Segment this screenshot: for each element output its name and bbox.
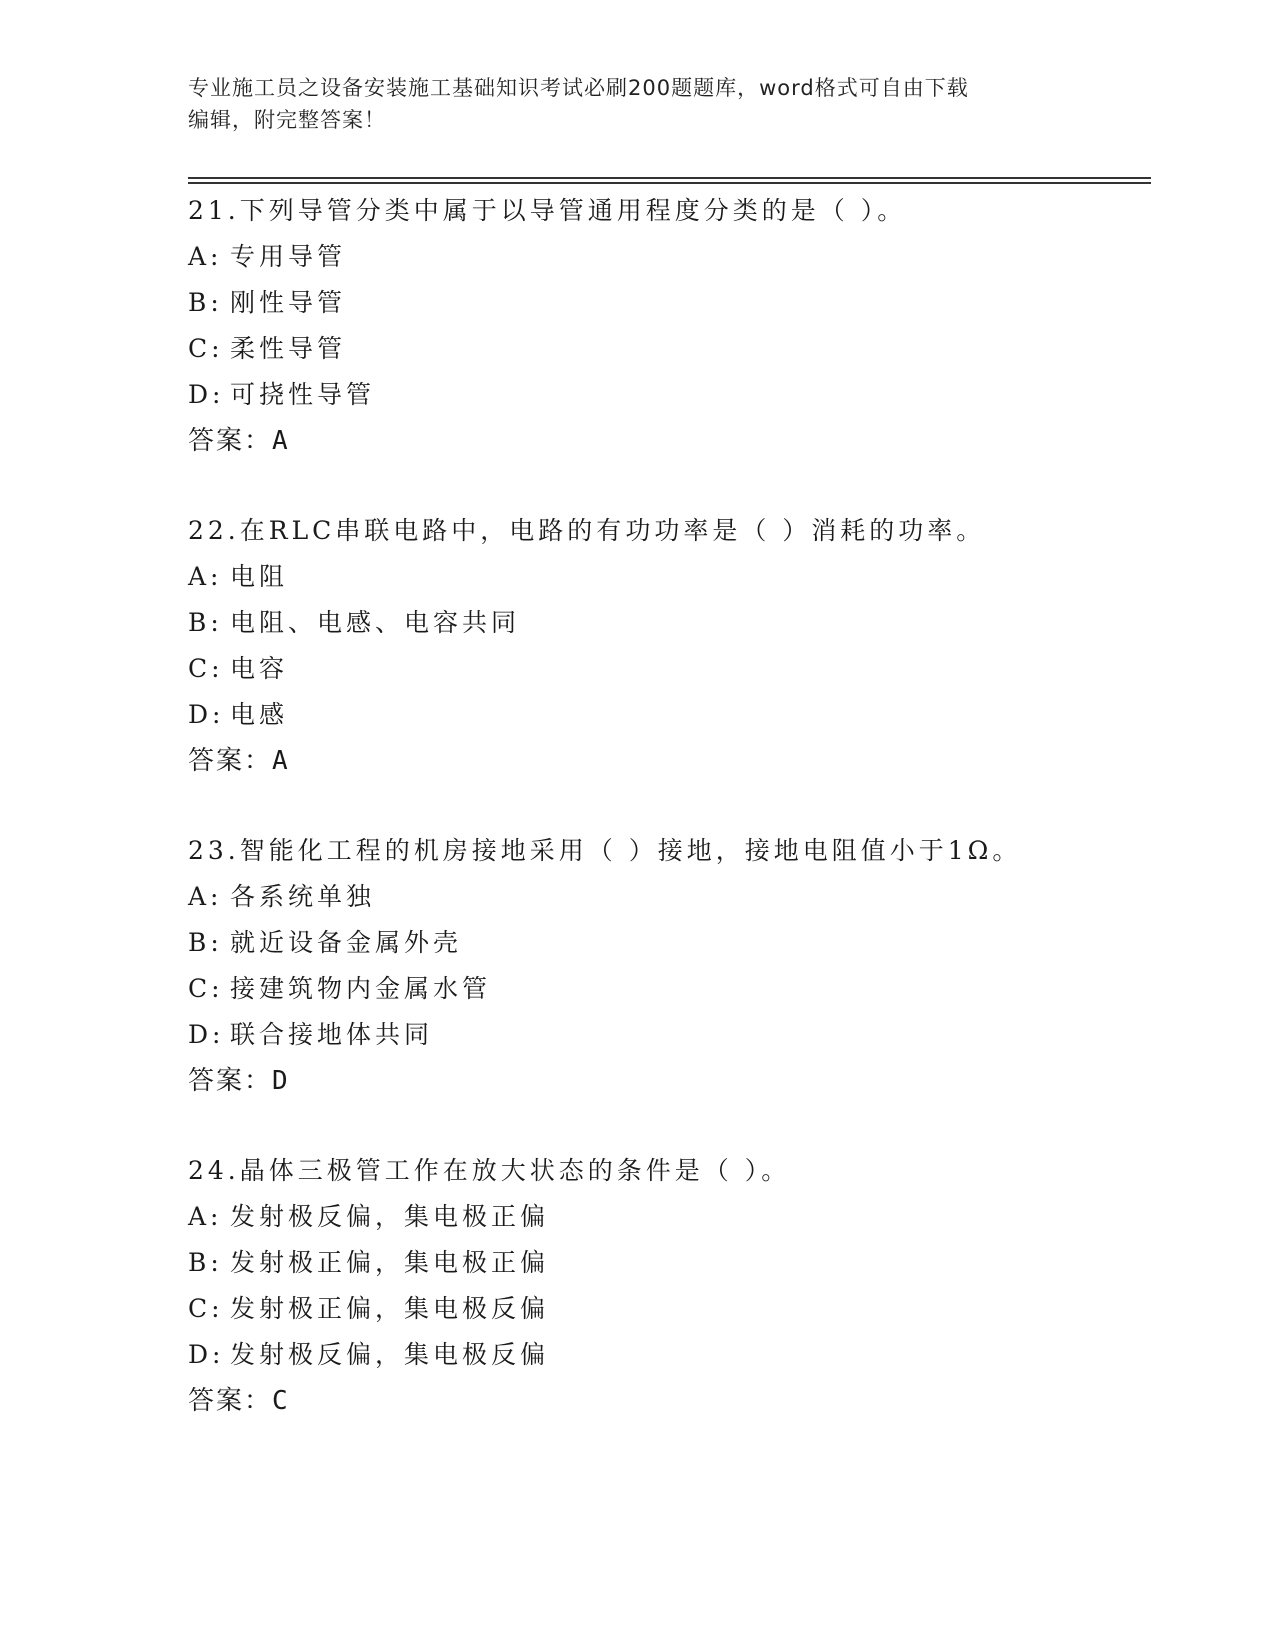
- option-text: 柔性导管: [230, 334, 347, 363]
- option-d: [188, 1012, 1148, 1058]
- option-c: [188, 966, 1148, 1012]
- answer-value: A: [272, 746, 288, 776]
- question-24: [188, 1148, 1148, 1468]
- option-text: 各系统单独: [230, 882, 376, 911]
- option-c: [188, 1286, 1148, 1332]
- option-letter: D:: [188, 380, 225, 409]
- option-letter: D:: [188, 1020, 225, 1049]
- option-letter: A:: [188, 1202, 223, 1231]
- option-letter: D:: [188, 700, 225, 729]
- question-22: [188, 508, 1148, 828]
- option-c: [188, 646, 1148, 692]
- option-b: [188, 920, 1148, 966]
- header-line-2: 编辑，附完整答案！: [188, 108, 386, 132]
- document-header: [188, 72, 1088, 136]
- option-text: 电容: [230, 654, 289, 683]
- option-text: 联合接地体共同: [230, 1020, 434, 1049]
- option-text: 可挠性导管: [230, 380, 376, 409]
- header-line-1: 专业施工员之设备安装施工基础知识考试必刷200题题库，word格式可自由下载: [188, 76, 969, 100]
- option-letter: B:: [188, 608, 223, 637]
- answer-value: A: [272, 426, 288, 456]
- option-text: 发射极正偏，集电极正偏: [230, 1248, 550, 1277]
- option-text: 电感: [230, 700, 289, 729]
- option-text: 专用导管: [230, 242, 347, 271]
- question-23: [188, 828, 1148, 1148]
- option-letter: A:: [188, 882, 223, 911]
- option-d: [188, 1332, 1148, 1378]
- answer-line: [188, 738, 1148, 784]
- option-text: 发射极反偏，集电极反偏: [230, 1340, 550, 1369]
- option-text: 接建筑物内金属水管: [230, 974, 492, 1003]
- answer-line: [188, 1058, 1148, 1104]
- question-stem: 22.在RLC串联电路中，电路的有功功率是（ ）消耗的功率。: [188, 516, 986, 545]
- option-c: [188, 326, 1148, 372]
- option-letter: D:: [188, 1340, 225, 1369]
- option-a: [188, 554, 1148, 600]
- option-letter: C:: [188, 974, 224, 1003]
- option-text: 刚性导管: [230, 288, 347, 317]
- option-letter: A:: [188, 242, 223, 271]
- answer-value: D: [272, 1066, 288, 1096]
- option-text: 电阻: [230, 562, 289, 591]
- option-d: [188, 692, 1148, 738]
- option-letter: A:: [188, 562, 223, 591]
- question-list: [188, 188, 1148, 1468]
- option-a: [188, 1194, 1148, 1240]
- answer-value: C: [272, 1386, 288, 1416]
- answer-label: 答案：: [188, 426, 273, 456]
- option-b: [188, 1240, 1148, 1286]
- option-letter: B:: [188, 928, 223, 957]
- option-text: 电阻、电感、电容共同: [230, 608, 521, 637]
- option-text: 发射极反偏，集电极正偏: [230, 1202, 550, 1231]
- header-divider-bottom: [188, 182, 1151, 184]
- answer-label: 答案：: [188, 1066, 273, 1096]
- question-stem: 21.下列导管分类中属于以导管通用程度分类的是（ ）。: [188, 196, 907, 225]
- option-letter: C:: [188, 1294, 224, 1323]
- question-stem: 23.智能化工程的机房接地采用（ ）接地，接地电阻值小于1Ω。: [188, 836, 1022, 865]
- answer-label: 答案：: [188, 1386, 273, 1416]
- header-divider-top: [188, 177, 1151, 179]
- answer-label: 答案：: [188, 746, 273, 776]
- option-b: [188, 600, 1148, 646]
- option-text: 就近设备金属外壳: [230, 928, 463, 957]
- option-text: 发射极正偏，集电极反偏: [230, 1294, 550, 1323]
- option-a: [188, 874, 1148, 920]
- question-stem: 24.晶体三极管工作在放大状态的条件是（ ）。: [188, 1156, 791, 1185]
- option-letter: C:: [188, 334, 224, 363]
- question-21: [188, 188, 1148, 508]
- answer-line: [188, 418, 1148, 464]
- option-d: [188, 372, 1148, 418]
- option-b: [188, 280, 1148, 326]
- answer-line: [188, 1378, 1148, 1424]
- option-letter: B:: [188, 288, 223, 317]
- option-letter: C:: [188, 654, 224, 683]
- option-letter: B:: [188, 1248, 223, 1277]
- option-a: [188, 234, 1148, 280]
